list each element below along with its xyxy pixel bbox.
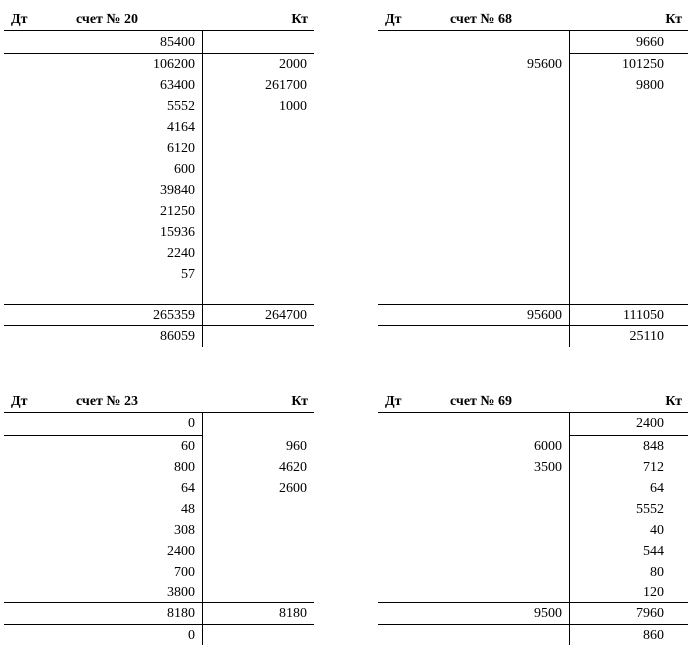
entry-credit: 848: [643, 439, 664, 454]
ledger-body: [4, 413, 314, 645]
account-68-ledger: [378, 10, 688, 347]
turnover-debit: 265359: [153, 308, 195, 323]
entry-credit: 80: [650, 565, 664, 580]
turnover-credit: 8180: [279, 606, 307, 621]
ledger-body: [378, 413, 688, 645]
entry-credit: 261700: [265, 78, 307, 93]
entry-debit: 6000: [534, 439, 562, 454]
ledger-body: [378, 31, 688, 347]
entry-debit: 6120: [167, 141, 195, 156]
entry-debit: 48: [181, 502, 195, 517]
debit-label: Дт: [11, 12, 28, 27]
closing-debit: 0: [188, 628, 195, 643]
closing-debit: 86059: [160, 329, 195, 344]
account-69-ledger: [378, 392, 688, 645]
account-23-ledger: [4, 392, 314, 645]
opening-credit: 2400: [636, 416, 664, 431]
entry-debit: 2400: [167, 544, 195, 559]
opening-debit: 85400: [160, 35, 195, 50]
closing-credit: [203, 327, 307, 347]
entry-credit: 101250: [622, 57, 664, 72]
entry-debit: 64: [181, 481, 195, 496]
account-title: счет № 69: [450, 394, 512, 409]
opening-debit: [378, 33, 562, 53]
turnover-bottom-line: [378, 624, 688, 625]
credit-label: Кт: [291, 394, 308, 409]
opening-credit: [203, 33, 307, 53]
turnover-bottom-line: [4, 624, 314, 625]
account-title: счет № 20: [76, 12, 138, 27]
entry-credit: 5552: [636, 502, 664, 517]
opening-separator: [4, 435, 203, 436]
debit-label: Дт: [11, 394, 28, 409]
entry-debit: 3500: [534, 460, 562, 475]
entry-debit: 95600: [527, 57, 562, 72]
entry-debit: 2240: [167, 246, 195, 261]
ledger-body: [4, 31, 314, 347]
entry-credit: 960: [286, 439, 307, 454]
entry-credit: 2000: [279, 57, 307, 72]
entry-debit: 57: [181, 267, 195, 282]
closing-credit: 860: [643, 628, 664, 643]
entry-credit: 544: [643, 544, 664, 559]
turnover-credit: 7960: [636, 606, 664, 621]
turnover-credit: 264700: [265, 308, 307, 323]
turnover-debit: 8180: [167, 606, 195, 621]
turnover-top-line: [4, 304, 314, 305]
opening-separator: [4, 53, 314, 54]
entry-debit: 3800: [167, 585, 195, 600]
entry-credit: 2600: [279, 481, 307, 496]
opening-credit: 9660: [636, 35, 664, 50]
account-title: счет № 23: [76, 394, 138, 409]
ledger-header: [4, 10, 314, 31]
account-title: счет № 68: [450, 12, 512, 27]
entry-debit: 5552: [167, 99, 195, 114]
entry-credit: 120: [643, 585, 664, 600]
entry-debit: 800: [174, 460, 195, 475]
entry-debit: 600: [174, 162, 195, 177]
credit-label: Кт: [665, 12, 682, 27]
opening-separator: [569, 53, 688, 54]
debit-label: Дт: [385, 12, 402, 27]
debit-label: Дт: [385, 394, 402, 409]
entry-debit: 700: [174, 565, 195, 580]
entry-credit: 40: [650, 523, 664, 538]
turnover-debit: 9500: [534, 606, 562, 621]
entry-debit: 63400: [160, 78, 195, 93]
entry-debit: 21250: [160, 204, 195, 219]
turnover-top-line: [378, 304, 688, 305]
ledger-header: [378, 392, 688, 413]
opening-separator: [569, 435, 688, 436]
entry-credit: 9800: [636, 78, 664, 93]
account-20-ledger: [4, 10, 314, 347]
turnover-credit: 111050: [623, 308, 664, 323]
entry-credit: 1000: [279, 99, 307, 114]
entry-debit: 4164: [167, 120, 195, 135]
entry-debit: 39840: [160, 183, 195, 198]
closing-credit: 25110: [629, 329, 664, 344]
entry-debit: 15936: [160, 225, 195, 240]
turnover-debit: 95600: [527, 308, 562, 323]
credit-label: Кт: [665, 394, 682, 409]
opening-debit: 0: [188, 416, 195, 431]
entry-debit: 60: [181, 439, 195, 454]
ledger-header: [378, 10, 688, 31]
entry-credit: 4620: [279, 460, 307, 475]
entry-credit: 64: [650, 481, 664, 496]
entry-debit: 308: [174, 523, 195, 538]
credit-label: Кт: [291, 12, 308, 27]
entry-credit: 712: [643, 460, 664, 475]
ledger-header: [4, 392, 314, 413]
entry-debit: 106200: [153, 57, 195, 72]
